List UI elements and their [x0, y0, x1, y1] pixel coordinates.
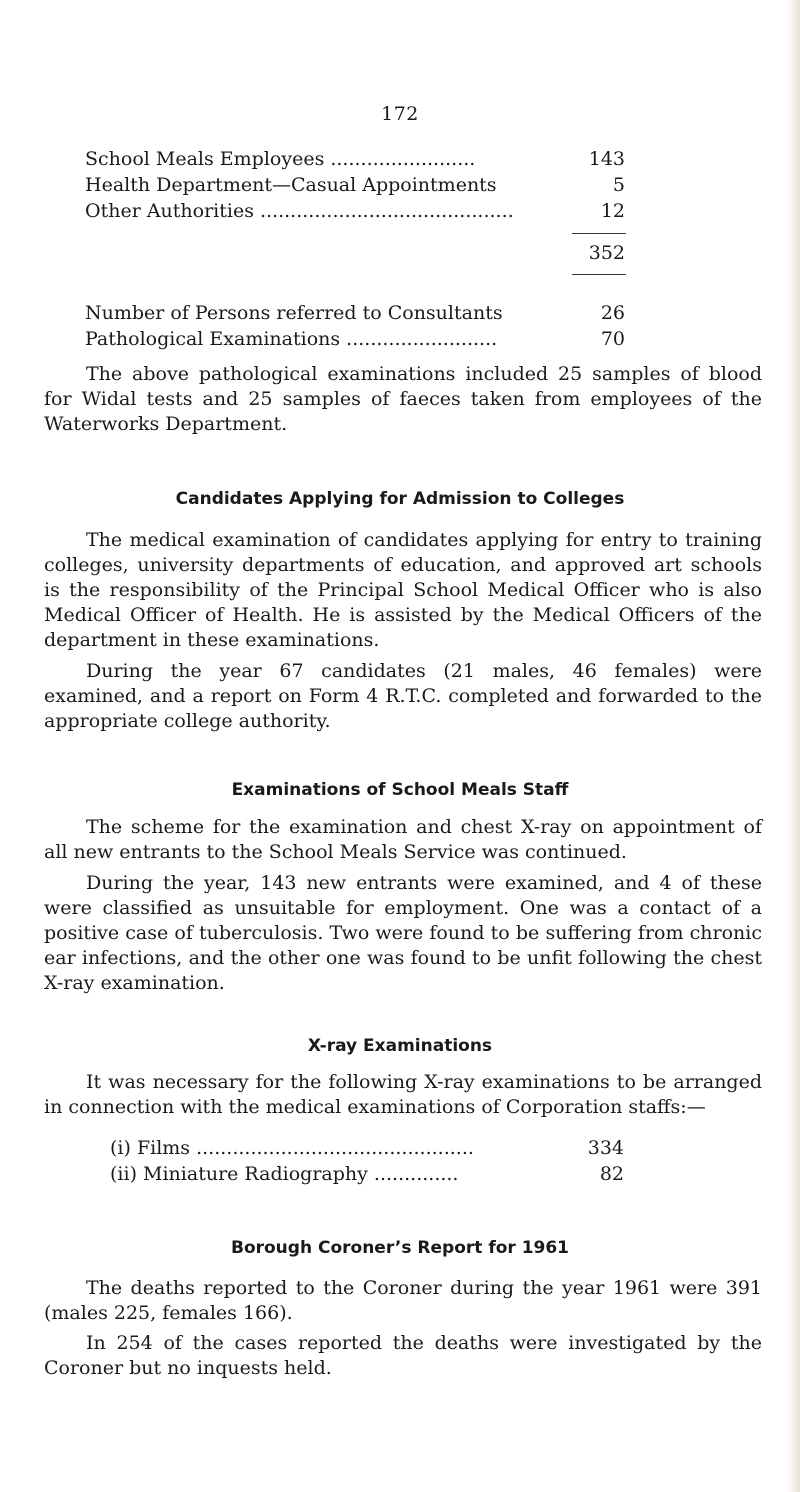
item-value: 70	[600, 328, 625, 350]
item-value: 82	[599, 1163, 624, 1185]
row-label: Other Authorities ..........................................	[85, 200, 514, 222]
page-edge-shadow	[786, 0, 800, 1492]
school-meals-paragraph-1: The scheme for the examination and chest X-ray on appointment of all new entrants to the School Meals Service was continued.	[44, 816, 762, 863]
row-label: School Meals Employees ........................	[85, 148, 476, 170]
sum-rule-bottom	[572, 274, 626, 275]
item-label: (ii) Miniature Radiography ..............	[110, 1163, 459, 1185]
row-value: 5	[612, 174, 625, 196]
school-meals-paragraph-2: During the year, 143 new entrants were examined, and 4 of these were classified as unsuitable for employment. One was a contact of a positive case of tuberculosis. Two were found to be suffering from chronic ear infections, and the other one was found to be unfit following the chest X-ray examination.	[44, 872, 762, 994]
xray-paragraph: It was necessary for the following X-ray examinations to be arranged in connection with the medical examinations of Corporation staffs:—	[44, 1071, 762, 1118]
coroner-paragraph-2: In 254 of the cases reported the deaths were investigated by the Coroner but no inquests held.	[44, 1332, 762, 1379]
item-value: 26	[600, 302, 625, 324]
coroner-paragraph-1: The deaths reported to the Coroner during the year 1961 were 391 (males 225, females 166).	[44, 1277, 762, 1324]
sum-rule-top	[572, 233, 626, 234]
item-label: Number of Persons referred to Consultants	[85, 302, 503, 324]
section-heading-school-meals: Examinations of School Meals Staff	[231, 780, 569, 800]
row-label: Health Department—Casual Appointments	[85, 174, 497, 196]
item-label: Pathological Examinations .........................	[85, 328, 498, 350]
colleges-paragraph-1: The medical examination of candidates applying for entry to training colleges, university departments of education, and approved art schools is the responsibility of the Principal School Medical Officer who is also Medical Officer of Health. He is assisted by the Medical Officers of the department in these examinations.	[44, 529, 762, 651]
page-number: 172	[381, 103, 419, 125]
row-value: 12	[600, 200, 625, 222]
colleges-paragraph-2: During the year 67 candidates (21 males, 46 females) were examined, and a report on Form 4 R.T.C. completed and forwarded to the appropriate college authority.	[44, 660, 762, 732]
row-value: 143	[588, 148, 625, 170]
section-heading-colleges: Candidates Applying for Admission to Colleges	[175, 489, 625, 509]
section-heading-coroner: Borough Coroner’s Report for 1961	[230, 1238, 570, 1258]
section-heading-xray: X-ray Examinations	[307, 1036, 493, 1056]
total-value: 352	[588, 242, 625, 264]
pathology-paragraph: The above pathological examinations included 25 samples of blood for Widal tests and 25 samples of faeces taken from employees of the Waterworks Department.	[44, 363, 762, 435]
item-value: 334	[587, 1137, 624, 1159]
item-label: (i) Films ..............................................	[110, 1137, 474, 1159]
